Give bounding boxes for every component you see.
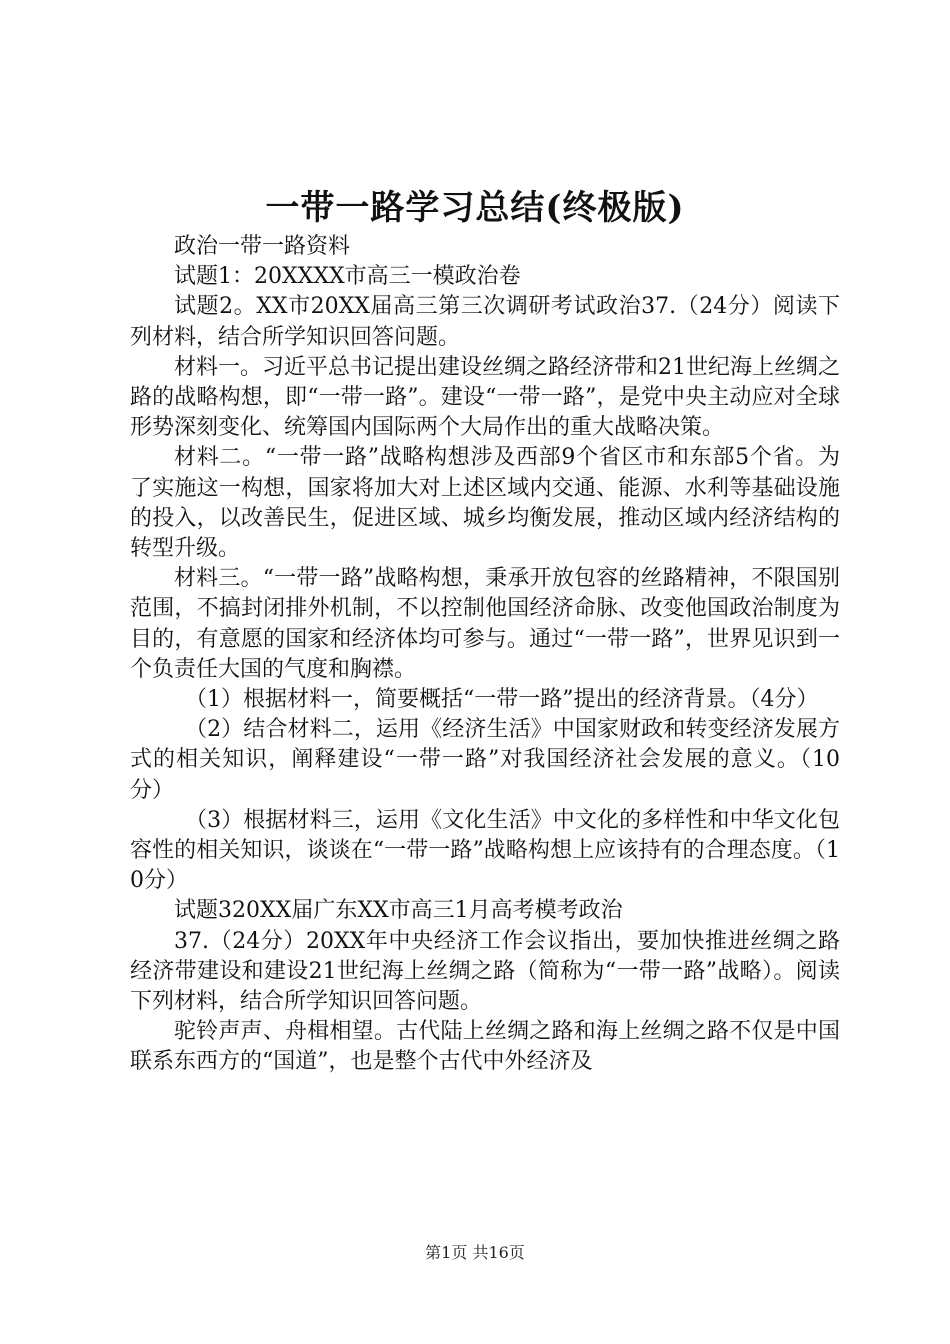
paragraph: 37.（24分）20XX年中央经济工作会议指出，要加快推进丝绸之路经济带建设和建设21世纪海上丝绸之路（简称为“一带一路”战略）。阅读下列材料，结合所学知识回答问题。 <box>130 928 840 1015</box>
document-body <box>130 232 840 1078</box>
question-item: （3）根据材料三，运用《文化生活》中文化的多样性和中华文化包容性的相关知识，谈谈在“一带一路”战略构想上应该持有的合理态度。（10分） <box>130 807 840 894</box>
paragraph: 材料二。“一带一路”战略构想涉及西部9个省区市和东部5个省。为了实施这一构想，国家将加大对上述区域内交通、能源、水利等基础设施的投入，以改善民生，促进区域、城乡均衡发展，推动区域内经济结构的转型升级。 <box>130 445 840 562</box>
paragraph: 试题320XX届广东XX市高三1月高考模考政治 <box>174 898 623 924</box>
paragraph: 材料一。习近平总书记提出建设丝绸之路经济带和21世纪海上丝绸之路的战略构想，即“一带一路”。建设“一带一路”，是党中央主动应对全球形势深刻变化、统筹国内国际两个大局作出的重大战略决策。 <box>130 354 840 441</box>
question-item: （2）结合材料二，运用《经济生活》中国家财政和转变经济发展方式的相关知识，阐释建设“一带一路”对我国经济社会发展的意义。（10分） <box>130 717 840 803</box>
paragraph: 驼铃声声、舟楫相望。古代陆上丝绸之路和海上丝绸之路不仅是中国联系东西方的“国道”，也是整个古代中外经济及 <box>130 1019 840 1075</box>
paragraph: 试题2。XX市20XX届高三第三次调研考试政治37.（24分）阅读下列材料，结合所学知识回答问题。 <box>130 294 840 350</box>
paragraph: 政治一带一路资料 <box>174 234 351 259</box>
question-item: （1）根据材料一，简要概括“一带一路”提出的经济背景。（4分） <box>185 687 819 713</box>
paragraph: 材料三。“一带一路”战略构想，秉承开放包容的丝路精神，不限国别范围，不搞封闭排外机制，不以控制他国经济命脉、改变他国政治制度为目的，有意愿的国家和经济体均可参与。通过“一带一路”，世界见识到一个负责任大国的气度和胸襟。 <box>130 566 840 682</box>
paragraph: 试题1：20XXXX市高三一模政治卷 <box>174 264 521 290</box>
page-footer: 第1页 共16页 <box>425 1243 525 1262</box>
document-title: 一带一路学习总结(终极版) <box>265 188 685 228</box>
